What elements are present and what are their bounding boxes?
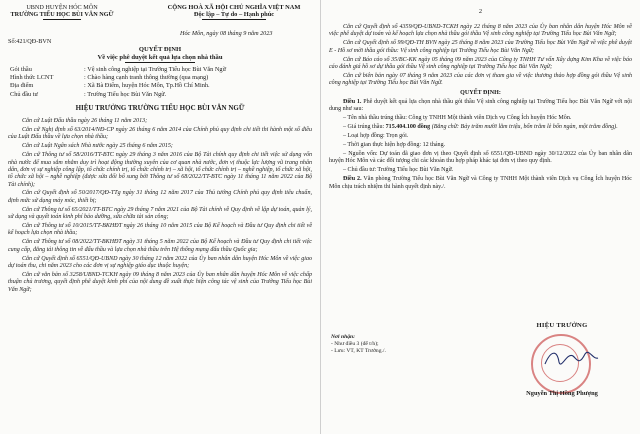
info-row	[10, 66, 310, 74]
document-page-2	[321, 0, 640, 434]
paragraph-text: Phê duyệt kết quả lựa chọn nhà thầu gói thầu Vệ sinh công nghiệp tại Trường Tiểu học Bùi Văn Ngữ với nội dung như sau:	[329, 98, 632, 112]
info-value: : Trường Tiểu học Bùi Văn Ngữ.	[84, 90, 167, 98]
info-row	[10, 82, 310, 90]
recipient-line: - Như điều 3 (để t/h);	[331, 340, 379, 347]
legal-basis-paragraph: Căn cứ Thông tư số 58/2016/TT-BTC ngày 29 tháng 3 năm 2016 của Bộ Tài chính quy định chi tiết việc sử dụng vốn nhà nước để mua sắm nhằm duy trì hoạt động thường xuyên của cơ quan nhà nước, đơn vị thuộc lực lượng vũ trang nhân dân, đơn vị sự nghiệp công lập, tổ chức chính trị, tổ chức chính trị – xã hội, tổ chức chính trị – nghề nghiệp, tổ chức xã hội, tổ chức xã hội – nghề nghiệp (được sửa đổi bổ sung bởi Thông tư số 68/2022/TT-BTC ngày 11 tháng 11 năm 2022 của Bộ Tài chính);	[8, 152, 312, 188]
paragraph-text: Căn cứ biên bản ngày 07 tháng 9 năm 2023 của các đơn vị tham gia về việc thương thảo hợp đồng gói thầu Vệ sinh công nghiệp tại Trường Tiểu học Bùi Văn Ngữ.	[329, 73, 632, 87]
decision-body	[329, 24, 632, 193]
legal-basis-paragraph: Căn cứ Thông tư số 10/2015/TT-BKHĐT ngày 26 tháng 10 năm 2015 của Bộ Kế hoạch và Đầu tư Quy định chi tiết về kế hoạch lựa chọn nhà thầu;	[8, 223, 312, 237]
document-subtitle: Về việc phê duyệt kết quả lựa chọn nhà thầu	[97, 53, 223, 61]
info-key: Gói thầu	[10, 66, 32, 73]
legal-basis-paragraph: Căn cứ văn bản số 3258/UBND-TCKH ngày 09 tháng 8 năm 2023 của Ủy ban nhân dân huyện Hóc Môn về việc chấp thuận chủ trương, quyết định phê duyệt kinh phí của nội dung đề xuất thực hiện công tác vệ sinh của Trường Tiểu học Bùi Văn Ngữ;	[8, 271, 312, 293]
country-name: CỘNG HOÀ XÃ HỘI CHỦ NGHĨA VIỆT NAM	[167, 4, 301, 11]
legal-basis-paragraph: Căn cứ Thông tư số 65/2021/TT-BTC ngày 29 tháng 7 năm 2021 của Bộ Tài chính về Quy định về lập dự toán, quản lý, sử dụng và quyết toán kinh phí bảo dưỡng, sửa chữa tài sản công;	[8, 206, 312, 221]
decision-paragraph	[329, 57, 632, 72]
recipients-label: Nơi nhận:	[331, 334, 355, 340]
authority-heading: HIỆU TRƯỞNG TRƯỜNG TIỂU HỌC BÙI VĂN NGỮ	[75, 104, 245, 112]
decision-paragraph	[329, 124, 632, 131]
info-key: Chủ đầu tư	[10, 90, 38, 98]
handwritten-signature	[541, 346, 601, 372]
paragraph-text: Căn cứ Quyết định số 4359/QĐ-UBND-TCKH ngày 22 tháng 8 năm 2023 của Ủy ban nhân dân huyện Hóc Môn về việc phê duyệt dự toán và kế hoạch lựa chọn nhà thầu gói thầu Vệ sinh công nghiệp tại Trường Tiểu học Bùi Văn Ngữ;	[329, 24, 632, 38]
recipients-block	[331, 334, 386, 354]
national-title	[150, 4, 318, 20]
org-school: TRƯỜNG TIỂU HỌC BÙI VĂN NGỮ	[10, 11, 114, 19]
document-title-block	[0, 46, 320, 63]
paragraph-text: Căn cứ Báo cáo số 35/BC-KK ngày 05 tháng 09 năm 2023 của Công ty TNHH Tư vấn Xây dựng Kim Kha về việc báo cáo đánh giá hồ sơ dự thầu gói thầu Vệ sinh công nghiệp tại Trường Tiểu học Bùi Văn Ngữ;	[329, 56, 632, 71]
legal-basis-paragraph: Căn cứ Luật Đấu thầu ngày 26 tháng 11 năm 2013;	[22, 118, 148, 124]
legal-bases	[8, 118, 312, 296]
paragraph-lead: Điều 2.	[343, 176, 362, 183]
paragraph-text: – Loại hợp đồng: Trọn gói.	[343, 132, 409, 139]
issuing-org	[6, 4, 118, 20]
decision-paragraph	[329, 142, 632, 149]
decision-paragraph	[329, 115, 632, 122]
decision-paragraph	[329, 73, 632, 88]
info-value: : Chào hàng cạnh tranh thông thường (qua mạng)	[84, 74, 209, 82]
legal-basis-paragraph: Căn cứ Quyết định số 6551/QĐ-UBND ngày 30 tháng 12 năm 2022 của Ủy ban nhân dân huyện Hóc Môn về việc giao dự toán thu, chi năm 2023 cho các đơn vị sự nghiệp giáo dục thuộc huyện;	[8, 255, 312, 269]
decision-paragraph	[329, 176, 632, 191]
recipient-line: - Lưu: VT, KT Trưởng./.	[331, 347, 386, 354]
paragraph-text: – Tên nhà thầu trúng thầu: Công ty TNHH Một thành viên Dịch vụ Công Ích huyện Hóc Môn.	[343, 114, 572, 121]
page-number: 2	[478, 8, 483, 15]
motto-underline	[202, 19, 266, 20]
paragraph-text: – Chủ đầu tư: Trường Tiểu học Bùi Văn Ngữ.	[343, 167, 454, 174]
decision-paragraph	[329, 133, 632, 140]
price-in-words: (Bằng chữ: Bảy trăm mười lăm triệu, bốn trăm lẻ bốn ngàn, một trăm đồng).	[430, 123, 618, 130]
signer-role: HIỆU TRƯỞNG	[536, 322, 588, 329]
info-key: Địa điểm	[10, 82, 34, 90]
document-date: Hóc Môn, ngày 08 tháng 9 năm 2023	[180, 30, 273, 37]
paragraph-lead: Điều 1.	[343, 98, 362, 105]
decision-paragraph	[329, 167, 632, 174]
org-underline	[43, 19, 81, 20]
signature-block	[497, 322, 627, 397]
paragraph-text: – Thời gian thực hiện hợp đồng: 12 tháng.	[343, 142, 446, 148]
national-motto: Độc lập – Tự do – Hạnh phúc	[193, 11, 275, 19]
legal-basis-paragraph: Căn cứ Nghị định số 63/2014/NĐ-CP ngày 26 tháng 6 năm 2014 của Chính phủ quy định chi tiết thi hành một số điều của Luật Đấu thầu về lựa chọn nhà thầu;	[8, 126, 312, 141]
signer-name: Nguyễn Thị Hồng Phượng	[526, 390, 598, 397]
org-top: UBND HUYỆN HÓC MÔN	[26, 4, 98, 11]
tender-info-table	[10, 66, 310, 99]
legal-basis-paragraph: Căn cứ Luật Ngân sách Nhà nước ngày 25 tháng 6 năm 2015;	[22, 143, 173, 150]
decision-paragraph	[329, 99, 632, 114]
decision-paragraph	[329, 40, 632, 55]
info-value: : Vệ sinh công nghiệp tại Trường Tiểu học Bùi Văn Ngữ	[84, 66, 226, 73]
info-value: : Xã Bà Điểm, huyện Hóc Môn, Tp.Hồ Chí Minh.	[84, 82, 210, 90]
legal-basis-paragraph: Căn cứ Thông tư số 08/2022/TT-BKHĐT ngày 31 tháng 5 năm 2022 của Bộ Kế hoạch và Đầu tư Quy định chi tiết việc cung cấp, đăng tải thông tin về đấu thầu và lựa chọn nhà thầu trên Hệ thống mạng đấu thầu Quốc gia;	[8, 239, 312, 253]
paragraph-text: – Nguồn vốn: Dự toán đã giao đơn vị theo Quyết định số 6551/QĐ-UBND ngày 30/12/2022 của Ủy ban nhân dân huyện Hóc Môn và các đối tượng chi các khoản thu hợp pháp khác tại đơn vị theo quy định.	[329, 151, 632, 165]
document-number: Số:421/QĐ-BVN	[8, 38, 52, 45]
info-row	[10, 74, 310, 82]
decision-paragraph	[329, 24, 632, 39]
contract-price: 715.404.100 đồng	[385, 123, 431, 130]
title-underline	[125, 62, 195, 63]
paragraph-text: Căn cứ Quyết định số 99/QĐ-TH BVN ngày 25 tháng 8 năm 2023 của Trường Tiểu học Bùi Văn Ngữ về việc phê duyệt E - Hồ sơ mời thầu gói thầu: Vệ sinh công nghiệp tại Trường Tiểu học Bùi Văn Ngữ;	[329, 40, 632, 54]
paragraph-text: – Giá trúng thầu:	[343, 123, 386, 130]
document-title: QUYẾT ĐỊNH	[138, 46, 182, 53]
decision-paragraph	[329, 151, 632, 166]
decision-paragraph	[329, 90, 632, 97]
legal-basis-paragraph: Căn cứ Quyết định số 50/2017/QĐ-TTg ngày 31 tháng 12 năm 2017 của Thủ tướng Chính phủ quy định tiêu chuẩn, định mức sử dụng máy móc, thiết bị;	[8, 190, 312, 204]
paragraph-text: Văn phòng Trường Tiểu học Bùi Văn Ngữ và Công ty TNHH Một thành viên Dịch vụ Công Ích huyện Hóc Môn chịu trách nhiệm thi hành quyết định này./.	[329, 176, 632, 190]
paragraph-lead: QUYẾT ĐỊNH:	[460, 89, 501, 96]
info-key: Hình thức LCNT	[10, 74, 54, 82]
info-row	[10, 91, 310, 99]
